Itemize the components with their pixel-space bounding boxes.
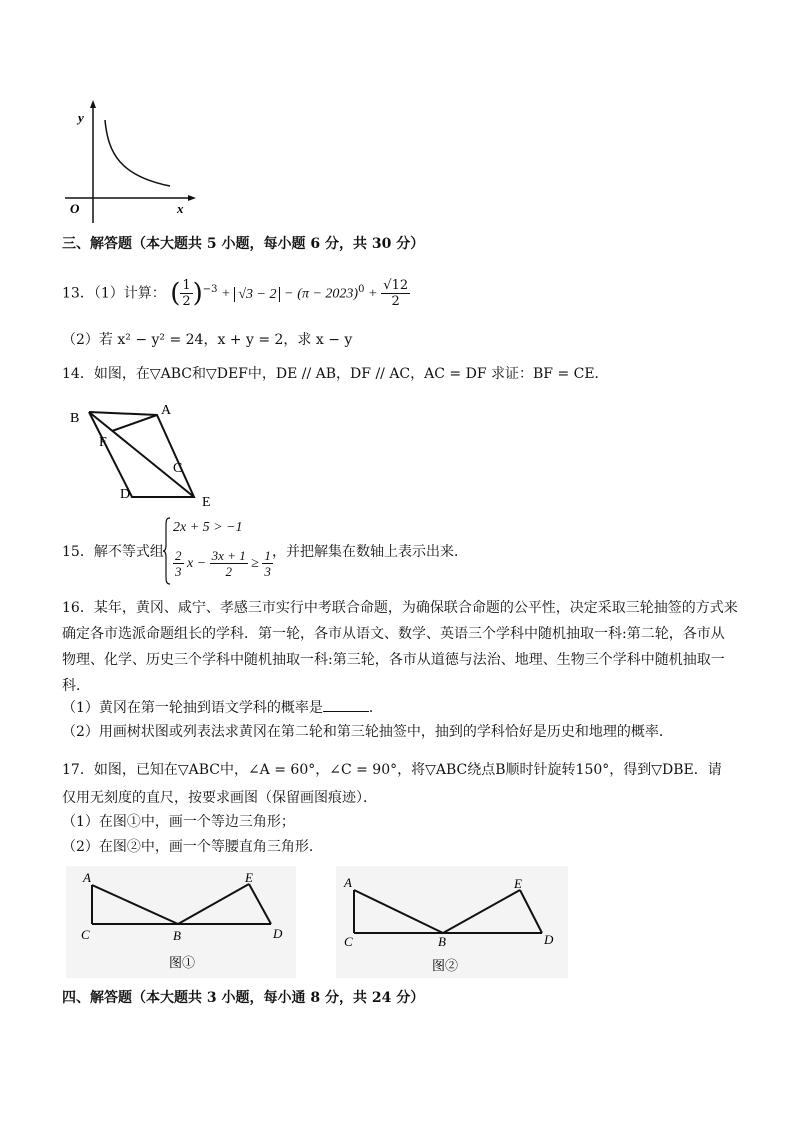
section4-heading: 四、解答题（本大题共 3 小题，每小通 8 分，共 24 分） — [62, 990, 425, 1006]
q14-figure — [64, 400, 224, 510]
q16-line3: 物理、化学、历史三个学科中随机抽取一科:第三轮，各市从道德与法治、地理、生物三个学科中随机抽取一 — [62, 652, 725, 668]
q15-prefix: 15．解不等式组 — [62, 544, 164, 560]
fig1-label-B: B — [173, 928, 181, 943]
q13-abs: √3 − 2 — [234, 287, 280, 302]
origin-label: O — [70, 201, 80, 216]
hyperbola-curve — [105, 120, 170, 186]
q13-part2: （2）若 x² − y² = 24，x + y = 2，求 x − y — [62, 332, 353, 348]
q13-frac-half: $\frac{1}{2}$ — [182, 278, 191, 310]
fig1-label-A: A — [83, 870, 91, 885]
y-axis-arrow — [90, 100, 96, 108]
q13-pi-term: (π − 2023) — [297, 286, 359, 302]
q17-part2: （2）在图②中，画一个等腰直角三角形． — [62, 839, 323, 855]
fig2-label-E: E — [514, 876, 522, 891]
q13-frac-sqrt12: $\frac{√12}{2}$ — [383, 278, 409, 310]
q13-exp-neg3: −3 — [202, 284, 218, 295]
q17-figure-1 — [66, 866, 296, 978]
q16-line1: 16．某年，黄冈、咸宁、孝感三市实行中考联合命题，为确保联合命题的公平性，决定采取三轮抽签的方式来 — [62, 600, 738, 616]
fig2-caption: 图② — [432, 958, 459, 973]
q14-label-D: D — [120, 487, 131, 502]
q14-label-F: F — [99, 435, 107, 450]
fig1-caption: 图① — [169, 955, 196, 970]
q14-label-C: C — [173, 461, 183, 476]
section3-heading: 三、解答题（本大题共 5 小题，每小题 6 分，共 30 分） — [62, 236, 425, 252]
q15-frac-1-3: $\frac{1}{3}$ — [264, 548, 271, 580]
fig2-label-B: B — [438, 934, 446, 949]
q16-part1: （1）黄冈在第一轮抽到语文学科的概率是 ． — [62, 700, 383, 716]
q15-brace — [163, 517, 171, 585]
q16-part2: （2）用画树状图或列表法求黄冈在第二轮和第三轮抽签中，抽到的学科恰好是历史和地理的概率． — [62, 724, 673, 740]
fig1-label-D: D — [273, 926, 283, 941]
top-function-graph — [60, 98, 200, 228]
q15-frac-2-3: $\frac{2}{3}$ — [175, 548, 182, 580]
fig2-label-D: D — [544, 932, 554, 947]
q17-line1: 17．如图，已知在▽ABC中，∠A = 60°，∠C = 90°，将▽ABC绕点B顺时针旋转150°，得到▽DBE．请 — [62, 762, 722, 778]
q14-segment-fa — [112, 415, 157, 431]
q13-part1-prefix: 13．（1）计算： — [62, 285, 166, 302]
q13-paren-frac: ( — [170, 278, 181, 309]
y-axis-label: y — [78, 110, 84, 125]
q15-ineq2: $\frac{2}{3}$ x − $\frac{3x + 1}{2}$ ≥ $\frac{1}{3}$ — [175, 548, 271, 580]
q14-label-B: B — [70, 411, 80, 426]
q13-part1: 13．（1）计算： ( $\frac{1}{2}$ )$^{-3} + √3 - 2 - (\pi - 2023)^0$ + $\frac{√12}{2}$ — [62, 278, 409, 310]
q17-line2: 仅用无刻度的直尺，按要求画图（保留画图痕迹）． — [62, 790, 377, 806]
q17-figure-2 — [336, 866, 568, 978]
x-axis-label: x — [177, 201, 184, 216]
q14-label-E: E — [202, 495, 211, 510]
q17-part1: （1）在图①中，画一个等边三角形； — [62, 814, 295, 830]
q14-segment-bf-ce — [89, 412, 194, 497]
q16-answer-blank[interactable] — [323, 699, 369, 712]
x-axis-arrow — [188, 195, 196, 201]
q15-suffix: ，并把解集在数轴上表示出来． — [272, 544, 468, 560]
q15-frac-3x1-2: $\frac{3x + 1}{2}$ — [211, 548, 246, 580]
fig2-label-A: A — [344, 875, 352, 890]
fig1-label-C: C — [81, 927, 90, 942]
q16-line2: 确定各市选派命题组长的学科．第一轮，各市从语文、数学、英语三个学科中随机抽取一科:第二轮，各市从 — [62, 626, 725, 642]
q14-text: 14．如图，在▽ABC和▽DEF中，DE // AB，DF // AC，AC = DF 求证：BF = CE． — [62, 366, 609, 382]
q15-ineq1: 2x + 5 > −1 — [173, 520, 243, 535]
fig2-label-C: C — [344, 934, 353, 949]
q16-line4: 科． — [62, 678, 90, 694]
q14-label-A: A — [161, 403, 172, 418]
fig1-label-E: E — [245, 870, 253, 885]
